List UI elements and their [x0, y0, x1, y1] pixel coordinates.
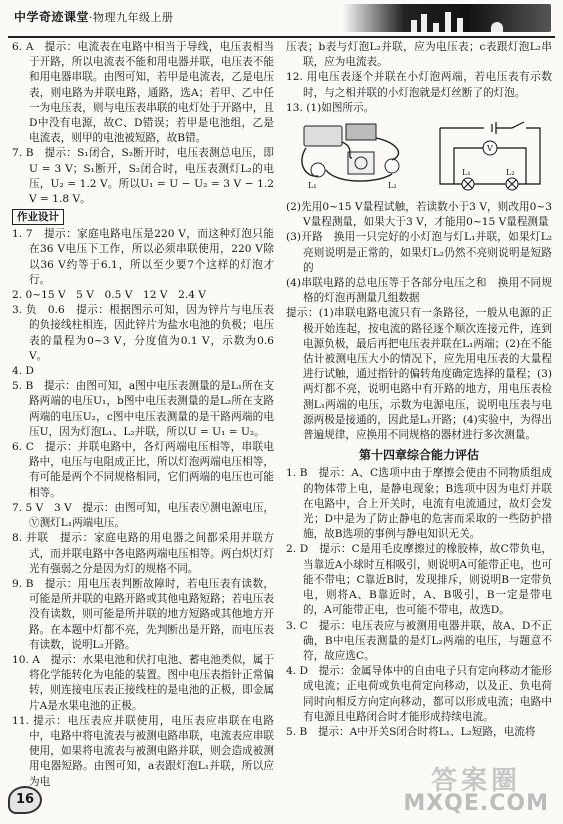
left-column: [12, 40, 274, 790]
physical-circuit-figure: [296, 118, 422, 194]
answer-item: (2)先用0~15 V量程试触，若读数小于3 V，则改用0~3 V量程测量，如果大于3 V，才能用0~15 V量程测量: [286, 201, 552, 229]
answer-item: 8. 并联 提示：家庭电路的用电器之间都采用并联方式，而并联电路中各电路两端电压相等。两白炽灯灯光有强弱之分是因为灯的规格不同。: [12, 532, 274, 575]
book-subtitle: ·物理九年级上册: [89, 11, 174, 24]
circuit-diagram: [434, 120, 546, 192]
section-title-homework: 作业设计: [12, 209, 64, 225]
figure-13: [296, 118, 552, 196]
answer-item: 5. B 提示：由图可知，a图中电压表测量的是L₁所在支路两端的电压U₁，b图中电压表测量的是L₂所在支路两端的电压U₂，c图中电压表测量的是干路两端的电压U，因为灯泡L₁、L₂并联，所以U = U₁ = U₂。: [12, 380, 274, 438]
label-l2: L₂: [388, 181, 397, 191]
answer-item: 1. 7 提示：家庭电路电压是220 V，而这种灯泡只能在36 V电压下工作，所以必须串联使用，220 V除以36 V约等于6.1，所以至少要7个这样的灯泡才行。: [12, 228, 274, 286]
answer-item: 3. C 提示：电压表应与被测用电器并联，故A、D不正确，B中电压表测量的是灯L₂两端的电压，与题意不符，故应选C。: [286, 619, 552, 662]
page-header: [8, 2, 555, 38]
label-v: V: [487, 144, 493, 154]
answer-item: 4. D: [12, 365, 34, 378]
label-l1: L₁: [308, 181, 317, 191]
watermark-logo: [379, 760, 549, 816]
answer-item: 10. A 提示：水果电池和伏打电池、蓄电池类似，属于将化学能转化为电能的装置。图中电压表指针正常偏转，则连接电压表正接线柱的是电池的正极，即金属片A是水果电池的正极。: [12, 653, 274, 712]
answer-item: 13. (1)如图所示。: [286, 101, 375, 114]
answer-item: 2. D 提示：C是用毛皮摩擦过的橡胶棒，故C带负电，当靠近A小球时互相吸引，则说明A可能带正电，也可能不带电；C靠近B时，发现排斥，则说明B一定带负电，则将A、B靠近时，A、B吸引，B一定是带电的，A可能带正电，也可能不带电，故选D。: [286, 543, 552, 617]
right-column: [286, 40, 552, 740]
answer-item: (3)开路 换用一只完好的小灯泡与灯L₁并联，如果灯L₂亮则说明是正常的，如果灯L₂仍然不亮则说明是短路的: [286, 231, 552, 274]
book-title: 中学奇迹课堂: [14, 10, 90, 24]
header-title: [14, 8, 174, 25]
answer-item: 6. C 提示：并联电路中，各灯两端电压相等，串联电路中，电压与电阻成正比，所以灯泡两端电压相等，有可能是两个不同规格相同，它们两端的电压也可能相等。: [12, 441, 274, 499]
watermark-text: 答案圈: [430, 766, 521, 796]
answer-item: 7. B 提示：S₁闭合，S₂断开时，电压表测总电压，即U = 3 V；S₁断开，S₂闭合时，电压表测灯L₂的电压，U₂ = 1.2 V。所以U₁ = U − U₂ = 3 V − 1.2 V = 1.8 V。: [12, 147, 274, 206]
answer-item: 9. B 提示：用电压表判断故障时，若电压表有读数，可能是所并联的电路开路或其他电路短路；若电压表没有读数，则可能是所并联的地方短路或其他地方开路。在本题中灯都不亮，先判断出是开路，而电压表有读数，说明L₂开路。: [12, 577, 274, 651]
answer-item: 2. 0~15 V 5 V 0.5 V 12 V 2.4 V: [12, 289, 206, 302]
answer-item: 6. A 提示：电流表在电路中相当于导线，电压表相当于开路，所以电流表不能和用电器并联，电压表不能和用电器串联。由图可知，若甲是电流表，乙是电压表，则电路为并联电路，通路，选A；若甲、乙中任一为电压表，则与电压表串联的电灯处于开路中，且D中没有电源，故C、D错误；若甲是电池组，乙是电流表，则甲的电池被短路，故B错。: [12, 41, 274, 145]
answer-item: 3. 负 0.6 提示：根据图示可知，因为锌片与电压表的负接线柱相连，因此锌片为盐水电池的负极；电压表的量程为0~3 V，分度值为0.1 V，示数为0.6 V。: [12, 304, 274, 362]
answer-item: 压表；b表与灯泡L₂并联，应为电压表；c表跟灯泡L₂串联，应为电流表。: [286, 41, 552, 69]
answer-item: 7. 5 V 3 V 提示：由图可知，电压表Ⓥ测电源电压，Ⓥ测灯L₁两端电压。: [12, 501, 274, 530]
answer-item: 12. 用电压表逐个并联在小灯泡两端，若电压表有示数时，与之相并联的小灯泡就是灯丝断了的灯泡。: [286, 71, 552, 99]
chapter-title: 第十四章综合能力评估: [358, 448, 479, 463]
page-number: 16: [8, 786, 42, 814]
answer-item: 1. B 提示：A、C选项中由于摩擦会使由不同物质组成的物体带上电，是静电现象；B选项中因为电灯并联在电路中，合上开关时，电流有电流通过，故灯会发光；D中是为了防止静电的危害而采取的一些防护措施，故B选项的事例与静电知识无关。: [286, 467, 552, 541]
header-banner-image: [341, 4, 551, 32]
label-l2-diagram: L₂: [506, 168, 515, 178]
answer-item: 提示：(1)串联电路电流只有一条路径，一般从电源的正极开始连起，按电流的路径逐个顺次连接元件，连到电源负极，最后再把电压表并联在L₁两端；(2)在不能估计被测电压大小的情况下，应先用电压表的大量程进行试触，通过指针的偏转角度确定选择的量程；(3)两灯都不亮，说明电路中有开路的地方，用电压表检测L₁两端的电压，示数为电源电压，说明电压表与电源两极是接通的，因此是L₁开路；(4)实验中，为得出普遍规律，应换用不同规格的器材进行多次测量。: [286, 307, 552, 442]
label-l1-diagram: L₁: [462, 168, 471, 178]
watermark-url: MXQE.COM: [403, 791, 549, 816]
answer-item: 5. B 提示：A中开关S闭合时将L₁、L₂短路，电流将: [286, 725, 536, 738]
answer-item: (4)串联电路的总电压等于各部分电压之和 换用不同规格的灯泡再测量几组数据: [286, 277, 552, 305]
answer-item: 11. 提示：电压表应并联使用，电压表应串联在电路中，电路中将电流表与被测电路串联，电流表应串联使用，如果将电流表与被测电路并联，则会造成被测用电器短路。由图可知，a表跟灯泡L₁并联，所以应为电: [12, 714, 274, 788]
answer-item: 4. D 提示：金属导体中的自由电子只有定向移动才能形成电流；正电荷或负电荷定向移动，以及正、负电荷同时向相反方向定向移动，都可以形成电流；电路中有电源且电路闭合时才能形成持续电流。: [286, 665, 552, 723]
